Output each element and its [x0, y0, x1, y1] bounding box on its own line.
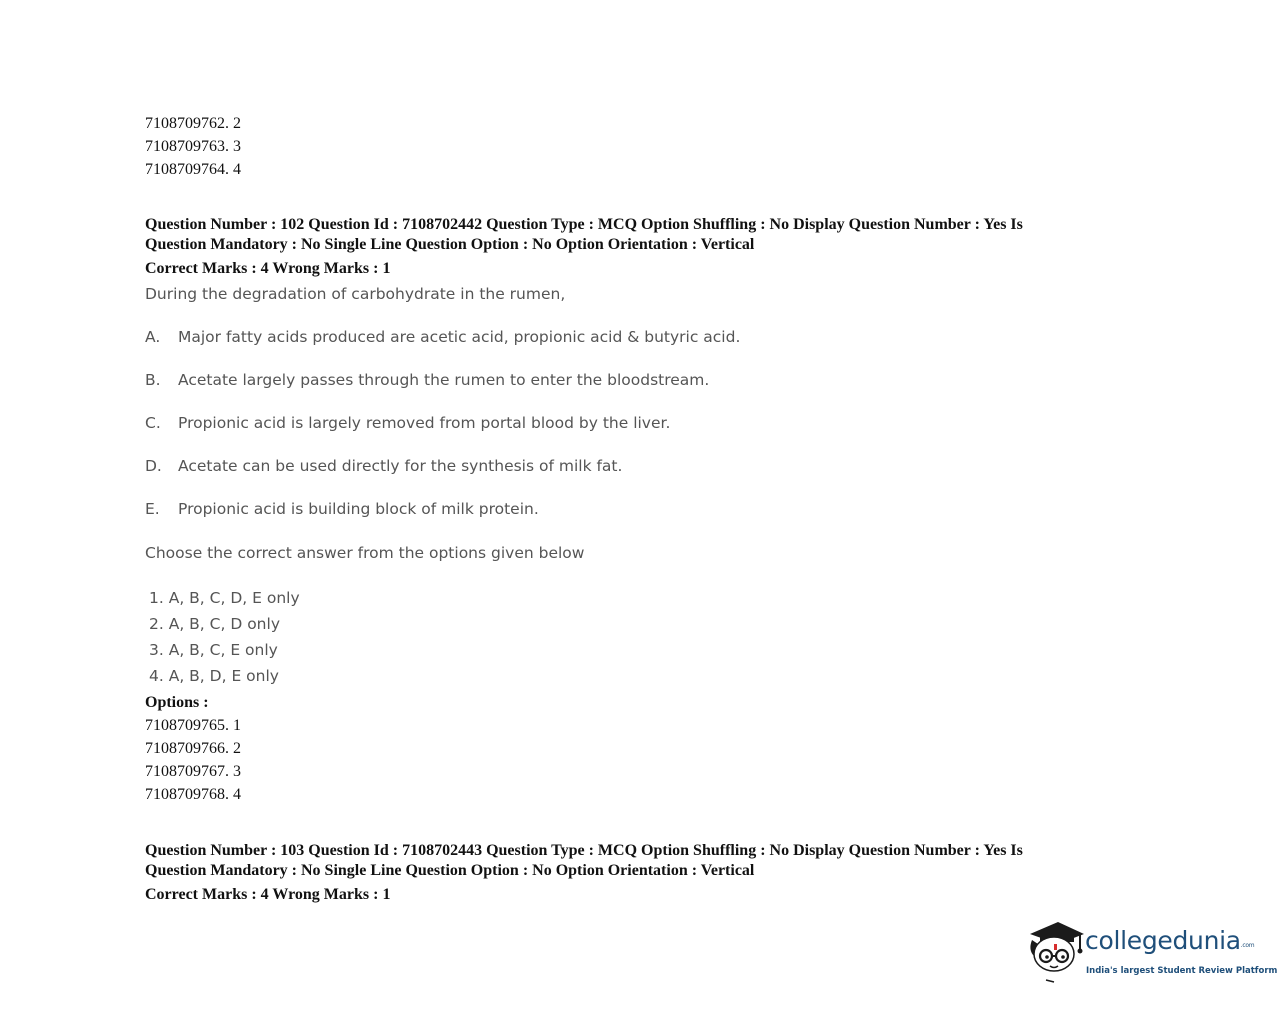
statement-letter: C. — [145, 414, 161, 432]
option-id: 7108709763. 3 — [145, 138, 241, 155]
question-102-marks: Correct Marks : 4 Wrong Marks : 1 — [145, 260, 391, 277]
options-label: Options : — [145, 694, 209, 711]
mascot-icon — [1024, 916, 1086, 986]
question-instruction: Choose the correct answer from the options given below — [145, 544, 585, 562]
option-id: 7108709762. 2 — [145, 115, 241, 132]
brand-tagline: India's largest Student Review Platform — [1086, 966, 1278, 976]
statement-e — [145, 500, 539, 518]
option-id: 7108709768. 4 — [145, 786, 241, 803]
statement-text: Propionic acid is largely removed from portal blood by the liver. — [178, 414, 671, 432]
question-stem: During the degradation of carbohydrate in the rumen, — [145, 285, 566, 303]
question-meta-line: Question Mandatory : No Single Line Question Option : No Option Orientation : Vertical — [145, 236, 755, 253]
answer-choice: 1. A, B, C, D, E only — [149, 589, 300, 607]
previous-options — [145, 112, 241, 181]
question-103-header — [145, 841, 1125, 881]
answer-choice: 2. A, B, C, D only — [149, 615, 280, 633]
option-id: 7108709767. 3 — [145, 763, 241, 780]
statement-b — [145, 371, 709, 389]
brand-text: collegedunia — [1085, 926, 1241, 955]
option-id: 7108709765. 1 — [145, 717, 241, 734]
statement-d — [145, 457, 622, 475]
question-meta-line: Question Mandatory : No Single Line Question Option : No Option Orientation : Vertical — [145, 862, 755, 879]
option-id: 7108709764. 4 — [145, 161, 241, 178]
statement-c — [145, 414, 670, 432]
collegedunia-logo — [1024, 916, 1278, 992]
question-meta-line: Question Number : 103 Question Id : 7108702443 Question Type : MCQ Option Shuffling : No Display Question Number : Yes Is — [145, 842, 1023, 859]
statement-a — [145, 328, 740, 346]
statement-text: Propionic acid is building block of milk protein. — [178, 500, 539, 518]
option-id: 7108709766. 2 — [145, 740, 241, 757]
answer-choice: 4. A, B, D, E only — [149, 667, 279, 685]
statement-letter: B. — [145, 371, 161, 389]
brand-tld: .com — [1240, 942, 1255, 949]
answer-choice: 3. A, B, C, E only — [149, 641, 278, 659]
question-meta-line: Question Number : 102 Question Id : 7108702442 Question Type : MCQ Option Shuffling : No Display Question Number : Yes Is — [145, 216, 1023, 233]
brand-name — [1085, 926, 1254, 955]
answer-choices — [149, 585, 300, 689]
statement-letter: D. — [145, 457, 162, 475]
statement-text: Major fatty acids produced are acetic acid, propionic acid & butyric acid. — [178, 328, 741, 346]
statement-letter: A. — [145, 328, 161, 346]
question-102-header — [145, 215, 1125, 255]
statement-letter: E. — [145, 500, 160, 518]
statement-text: Acetate can be used directly for the synthesis of milk fat. — [178, 457, 623, 475]
statement-text: Acetate largely passes through the rumen to enter the bloodstream. — [178, 371, 710, 389]
question-103-marks: Correct Marks : 4 Wrong Marks : 1 — [145, 886, 391, 903]
question-102-options — [145, 691, 241, 806]
